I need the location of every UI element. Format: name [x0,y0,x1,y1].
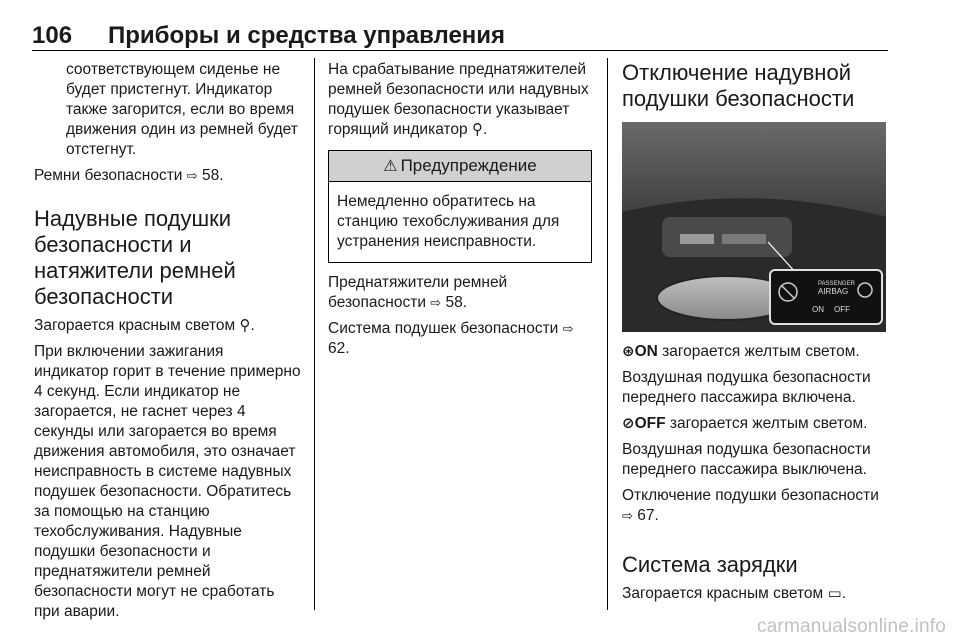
airbag-warning-icon: ⚲ [239,317,251,334]
panel-text-off: OFF [834,305,850,314]
airbag-off-icon: ⊘ [622,415,635,432]
airbag-on-icon: ⊛ [622,343,635,360]
ref-page[interactable]: 58. [445,294,468,311]
airbag-off-label: OFF [634,415,666,432]
page-title: Приборы и средства управления [108,22,506,49]
column-1 [34,60,302,622]
panel-text-on: ON [812,305,824,314]
airbag-on-label: ON [634,343,658,360]
col1-lights-red: Загорается красным светом ⚲. [34,317,255,334]
airbag-on-desc: Воздушная подушка безопасности переднего пассажира включена. [622,369,871,406]
warning-text: Немедленно обратитесь на станцию техобслуживания для устранения неисправности. [337,193,560,250]
column-2 [328,60,592,359]
watermark: carmanualsonline.info [756,616,946,637]
warning-header [329,151,591,182]
column-3 [622,60,888,604]
lights-red-label: Загорается красным светом [34,317,240,334]
col2-intro: На срабатывание преднатяжителей ремней безопасности или надувных подушек безопасности указывает горящий индикатор ⚲. [328,61,589,138]
airbag-panel-photo [622,122,886,332]
panel-text-passenger: PASSENGER [818,281,855,287]
page-header [32,22,888,51]
airbag-section-heading: Надувные подушки безопасности и натяжители ремней безопасности [34,206,236,309]
ref-page[interactable]: 67. [637,507,659,524]
warning-icon: ⚠ [383,158,398,175]
ref-arrow-icon: ⇨ [622,508,633,523]
panel-text-airbag: AIRBAG [818,287,849,296]
battery-icon: ▭ [827,585,842,602]
ref-page[interactable]: 62. [328,340,350,357]
ref-arrow-icon: ⇨ [430,295,442,310]
column-divider-2 [607,58,608,610]
ref-arrow-icon: ⇨ [186,168,198,183]
col2-airbag-system-ref [328,319,592,359]
ref-label: Система подушек безопасности [328,320,563,337]
airbag-off-line [622,414,888,434]
airbag-off-text: загорается желтым светом. [665,415,868,432]
col2-intro-text: На срабатывание преднатяжителей ремней безопасности или надувных подушек безопасности указывает горящий индикатор [328,61,589,138]
airbag-on-line [622,342,888,362]
charging-system-heading: Система зарядки [622,552,798,577]
lights-red-label: Загорается красным светом [622,585,828,602]
ref-page[interactable]: 58. [201,167,224,184]
warning-box [328,150,592,263]
page-number: 106 [32,22,73,49]
airbag-panel-illustration [622,122,886,332]
warning-body [329,182,591,262]
column-divider-1 [314,58,315,610]
charging-lights-red: Загорается красным светом ▭. [622,585,846,602]
ref-label: Ремни безопасности [34,167,187,184]
airbag-deactivation-heading: Отключение надувной подушки безопасности [622,60,855,111]
col2-pretensioner-ref [328,273,592,313]
airbag-on-text: загорается желтым светом. [657,343,860,360]
airbag-indicator-icon: ⚲ [471,121,483,138]
col1-seatbelt-ref [34,166,302,186]
ref-label: Отключение подушки безопасности [622,487,879,504]
col1-intro-text: соответствующем сиденье не будет пристегнут. Индикатор также загорится, если во время движения один из ремней будет отстегнут. [66,61,298,158]
airbag-deactivation-ref [622,486,888,526]
warning-title: Предупреждение [400,156,537,175]
ref-label: Преднатяжители ремней безопасности [328,274,508,311]
col1-airbag-desc: При включении зажигания индикатор горит в течение примерно 4 секунд. Если индикатор не загорается, не гаснет через 4 секунды или загорается во время движения автомобиля, это означает неисправность в системе надувных подушек безопасности. Обратитесь за помощью на станцию техобслуживания. Надувные подушки безопасности и преднатяжители ремней безопасности могут не сработать при аварии. [34,343,301,620]
ref-arrow-icon: ⇨ [562,321,574,336]
airbag-off-desc: Воздушная подушка безопасности переднего пассажира выключена. [622,441,871,478]
